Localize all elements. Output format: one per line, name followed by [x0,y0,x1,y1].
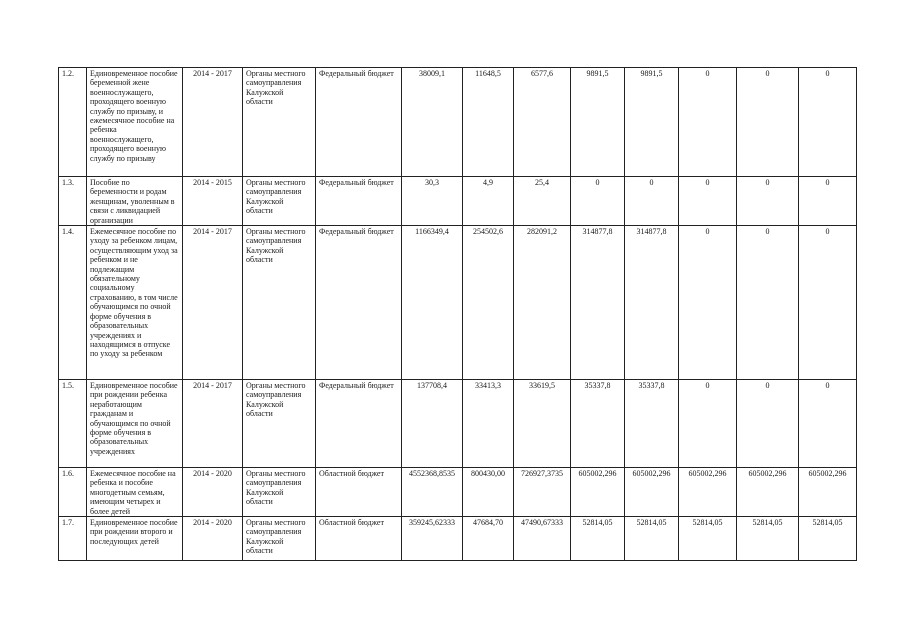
row-number: 1.6. [59,468,87,517]
total-value: 137708,4 [402,380,463,468]
executor-cell: Органы местного самоуправления Калужской области [243,380,316,468]
measure-name: Ежемесячное пособие на ребенка и пособие многодетным семьям, имеющим четырех и более детей [87,468,183,517]
year-value: 0 [679,226,737,380]
year-value: 605002,296 [571,468,625,517]
year-value: 9891,5 [571,68,625,177]
executor-cell: Органы местного самоуправления Калужской области [243,68,316,177]
year-value: 605002,296 [679,468,737,517]
year-value: 4,9 [463,177,514,226]
year-value: 47684,70 [463,517,514,561]
measure-name: Пособие по беременности и родам женщинам, уволенным в связи с ликвидацией организации [87,177,183,226]
year-value: 52814,05 [679,517,737,561]
year-value: 35337,8 [625,380,679,468]
executor-cell: Органы местного самоуправления Калужской области [243,468,316,517]
year-value: 800430,00 [463,468,514,517]
year-value: 0 [737,68,799,177]
budget-table-page [58,67,856,561]
row-number: 1.7. [59,517,87,561]
total-value: 4552368,8535 [402,468,463,517]
year-value: 0 [625,177,679,226]
table-row [59,517,857,561]
table-row [59,468,857,517]
year-value: 33413,3 [463,380,514,468]
table-row [59,380,857,468]
year-value: 25,4 [514,177,571,226]
measure-name: Ежемесячное пособие по уходу за ребенком лицам, осуществляющим уход за ребенком и не подлежащим обязательному социальному страхованию, в том числе обучающимся по очной форме обучения в образовательных учреждениях и находящимся в отпуске по уходу за ребенком [87,226,183,380]
measure-name: Единовременное пособие беременной жене военнослужащего, проходящего военную службу по призыву, и ежемесячное пособие на ребенка военнослужащего, проходящего военную службу по призыву [87,68,183,177]
source-cell: Федеральный бюджет [316,177,402,226]
source-cell: Областной бюджет [316,517,402,561]
year-value: 0 [799,177,857,226]
year-value: 605002,296 [799,468,857,517]
table-row [59,177,857,226]
year-value: 726927,3735 [514,468,571,517]
source-cell: Федеральный бюджет [316,68,402,177]
program-financing-table [58,67,857,561]
total-value: 1166349,4 [402,226,463,380]
period-cell: 2014 - 2017 [183,68,243,177]
row-number: 1.2. [59,68,87,177]
year-value: 0 [737,380,799,468]
period-cell: 2014 - 2020 [183,517,243,561]
year-value: 11648,5 [463,68,514,177]
source-cell: Федеральный бюджет [316,226,402,380]
source-cell: Федеральный бюджет [316,380,402,468]
year-value: 6577,6 [514,68,571,177]
year-value: 254502,6 [463,226,514,380]
year-value: 52814,05 [737,517,799,561]
row-number: 1.4. [59,226,87,380]
period-cell: 2014 - 2017 [183,380,243,468]
year-value: 605002,296 [625,468,679,517]
year-value: 0 [679,380,737,468]
executor-cell: Органы местного самоуправления Калужской области [243,177,316,226]
year-value: 0 [737,226,799,380]
year-value: 282091,2 [514,226,571,380]
year-value: 47490,67333 [514,517,571,561]
year-value: 9891,5 [625,68,679,177]
year-value: 0 [799,380,857,468]
year-value: 33619,5 [514,380,571,468]
period-cell: 2014 - 2015 [183,177,243,226]
measure-name: Единовременное пособие при рождении второго и последующих детей [87,517,183,561]
year-value: 0 [679,68,737,177]
source-cell: Областной бюджет [316,468,402,517]
year-value: 35337,8 [571,380,625,468]
measure-name: Единовременное пособие при рождении ребенка неработающим гражданам и обучающимся по очной форме обучения в образовательных учреждениях [87,380,183,468]
year-value: 0 [737,177,799,226]
table-row [59,226,857,380]
total-value: 30,3 [402,177,463,226]
row-number: 1.3. [59,177,87,226]
year-value: 605002,296 [737,468,799,517]
period-cell: 2014 - 2017 [183,226,243,380]
year-value: 52814,05 [799,517,857,561]
total-value: 359245,62333 [402,517,463,561]
table-row [59,68,857,177]
row-number: 1.5. [59,380,87,468]
year-value: 0 [799,226,857,380]
year-value: 314877,8 [625,226,679,380]
period-cell: 2014 - 2020 [183,468,243,517]
year-value: 52814,05 [571,517,625,561]
year-value: 314877,8 [571,226,625,380]
year-value: 0 [679,177,737,226]
year-value: 0 [571,177,625,226]
executor-cell: Органы местного самоуправления Калужской области [243,517,316,561]
year-value: 52814,05 [625,517,679,561]
total-value: 38009,1 [402,68,463,177]
executor-cell: Органы местного самоуправления Калужской области [243,226,316,380]
year-value: 0 [799,68,857,177]
